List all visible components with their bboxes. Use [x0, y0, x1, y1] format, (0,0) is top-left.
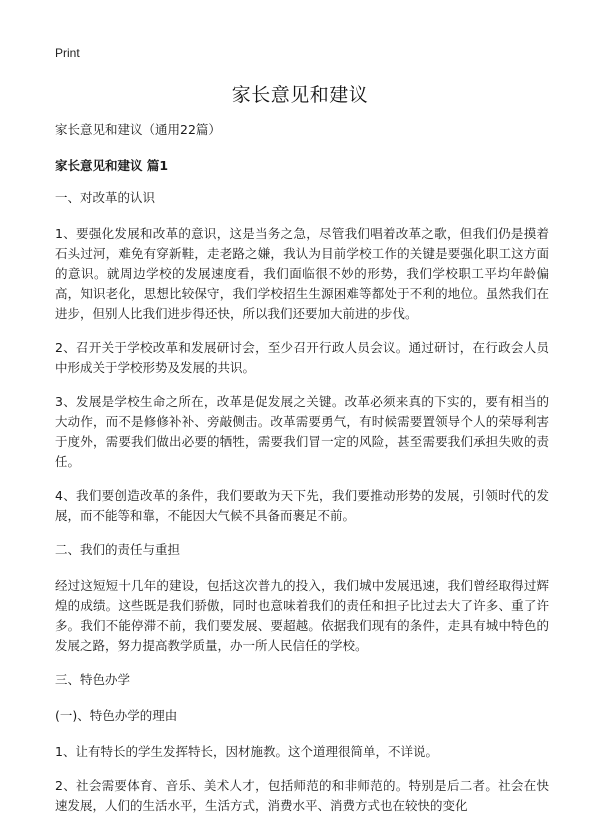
paragraph: 2、社会需要体育、音乐、美术人才，包括师范的和非师范的。特别是后二者。社会在快速发展，人们的生活水平，生活方式，消费水平、消费方式也在较快的变化 — [55, 778, 549, 813]
paragraph: 1、让有特长的学生发挥特长，因材施教。这个道理很简单，不详说。 — [55, 744, 438, 759]
paragraph: 经过这短短十几年的建设，包括这次普九的投入，我们城中发展迅速，我们曾经取得过辉煌的成绩。这些既是我们骄傲，同时也意味着我们的责任和担子比过去大了许多、重了许多。我们不能停滞不前，我们要发展、要超越。依据我们现有的条件，走具有城中特色的发展之路，努力提高教学质量，办一所人民信任的学校。 — [55, 578, 549, 653]
document-body — [55, 120, 549, 830]
paragraph: 1、要强化发展和改革的意识，这是当务之急，尽管我们唱着改革之歌，但我们仍是摸着石头过河，难免有穿新鞋，走老路之嫌，我认为目前学校工作的关键是要强化职工这方面的意识。就周边学校的发展速度看，我们面临很不妙的形势，我们学校职工平均年龄偏高，知识老化，思想比较保守，我们学校招生生源困难等都处于不利的地位。虽然我们在进步，但别人比我们进步得还快，所以我们还要加大前进的步伐。 — [55, 226, 549, 321]
paragraph: 3、发展是学校生命之所在，改革是促发展之关键。改革必须来真的下实的，要有相当的大动作，而不是修修补补、旁敲侧击。改革需要勇气，有时候需要置领导个人的荣辱利害于度外，需要我们做出必要的牺牲，需要我们冒一定的风险，甚至需要我们承担失败的责任。 — [55, 394, 549, 469]
paragraph: 4、我们要创造改革的条件，我们要敢为天下先，我们要推动形势的发展，引领时代的发展，而不能等和靠，不能因大气候不具备而裹足不前。 — [55, 488, 549, 523]
paragraph: 2、召开关于学校改革和发展研讨会，至少召开行政人员会议。通过研讨，在行政会人员中形成关于学校形势及发展的共识。 — [55, 340, 549, 375]
heading-special-school: 三、特色办学 — [55, 672, 131, 687]
document-subtitle: 家长意见和建议（通用22篇） — [55, 122, 221, 137]
section-title: 家长意见和建议 篇1 — [55, 158, 169, 173]
heading-reform: 一、对改革的认识 — [55, 190, 156, 205]
heading-responsibility: 二、我们的责任与重担 — [55, 542, 181, 557]
page-title: 家长意见和建议 — [231, 84, 369, 106]
print-link[interactable]: Print — [55, 46, 80, 60]
heading-reasons: (一)、特色办学的理由 — [55, 708, 178, 723]
